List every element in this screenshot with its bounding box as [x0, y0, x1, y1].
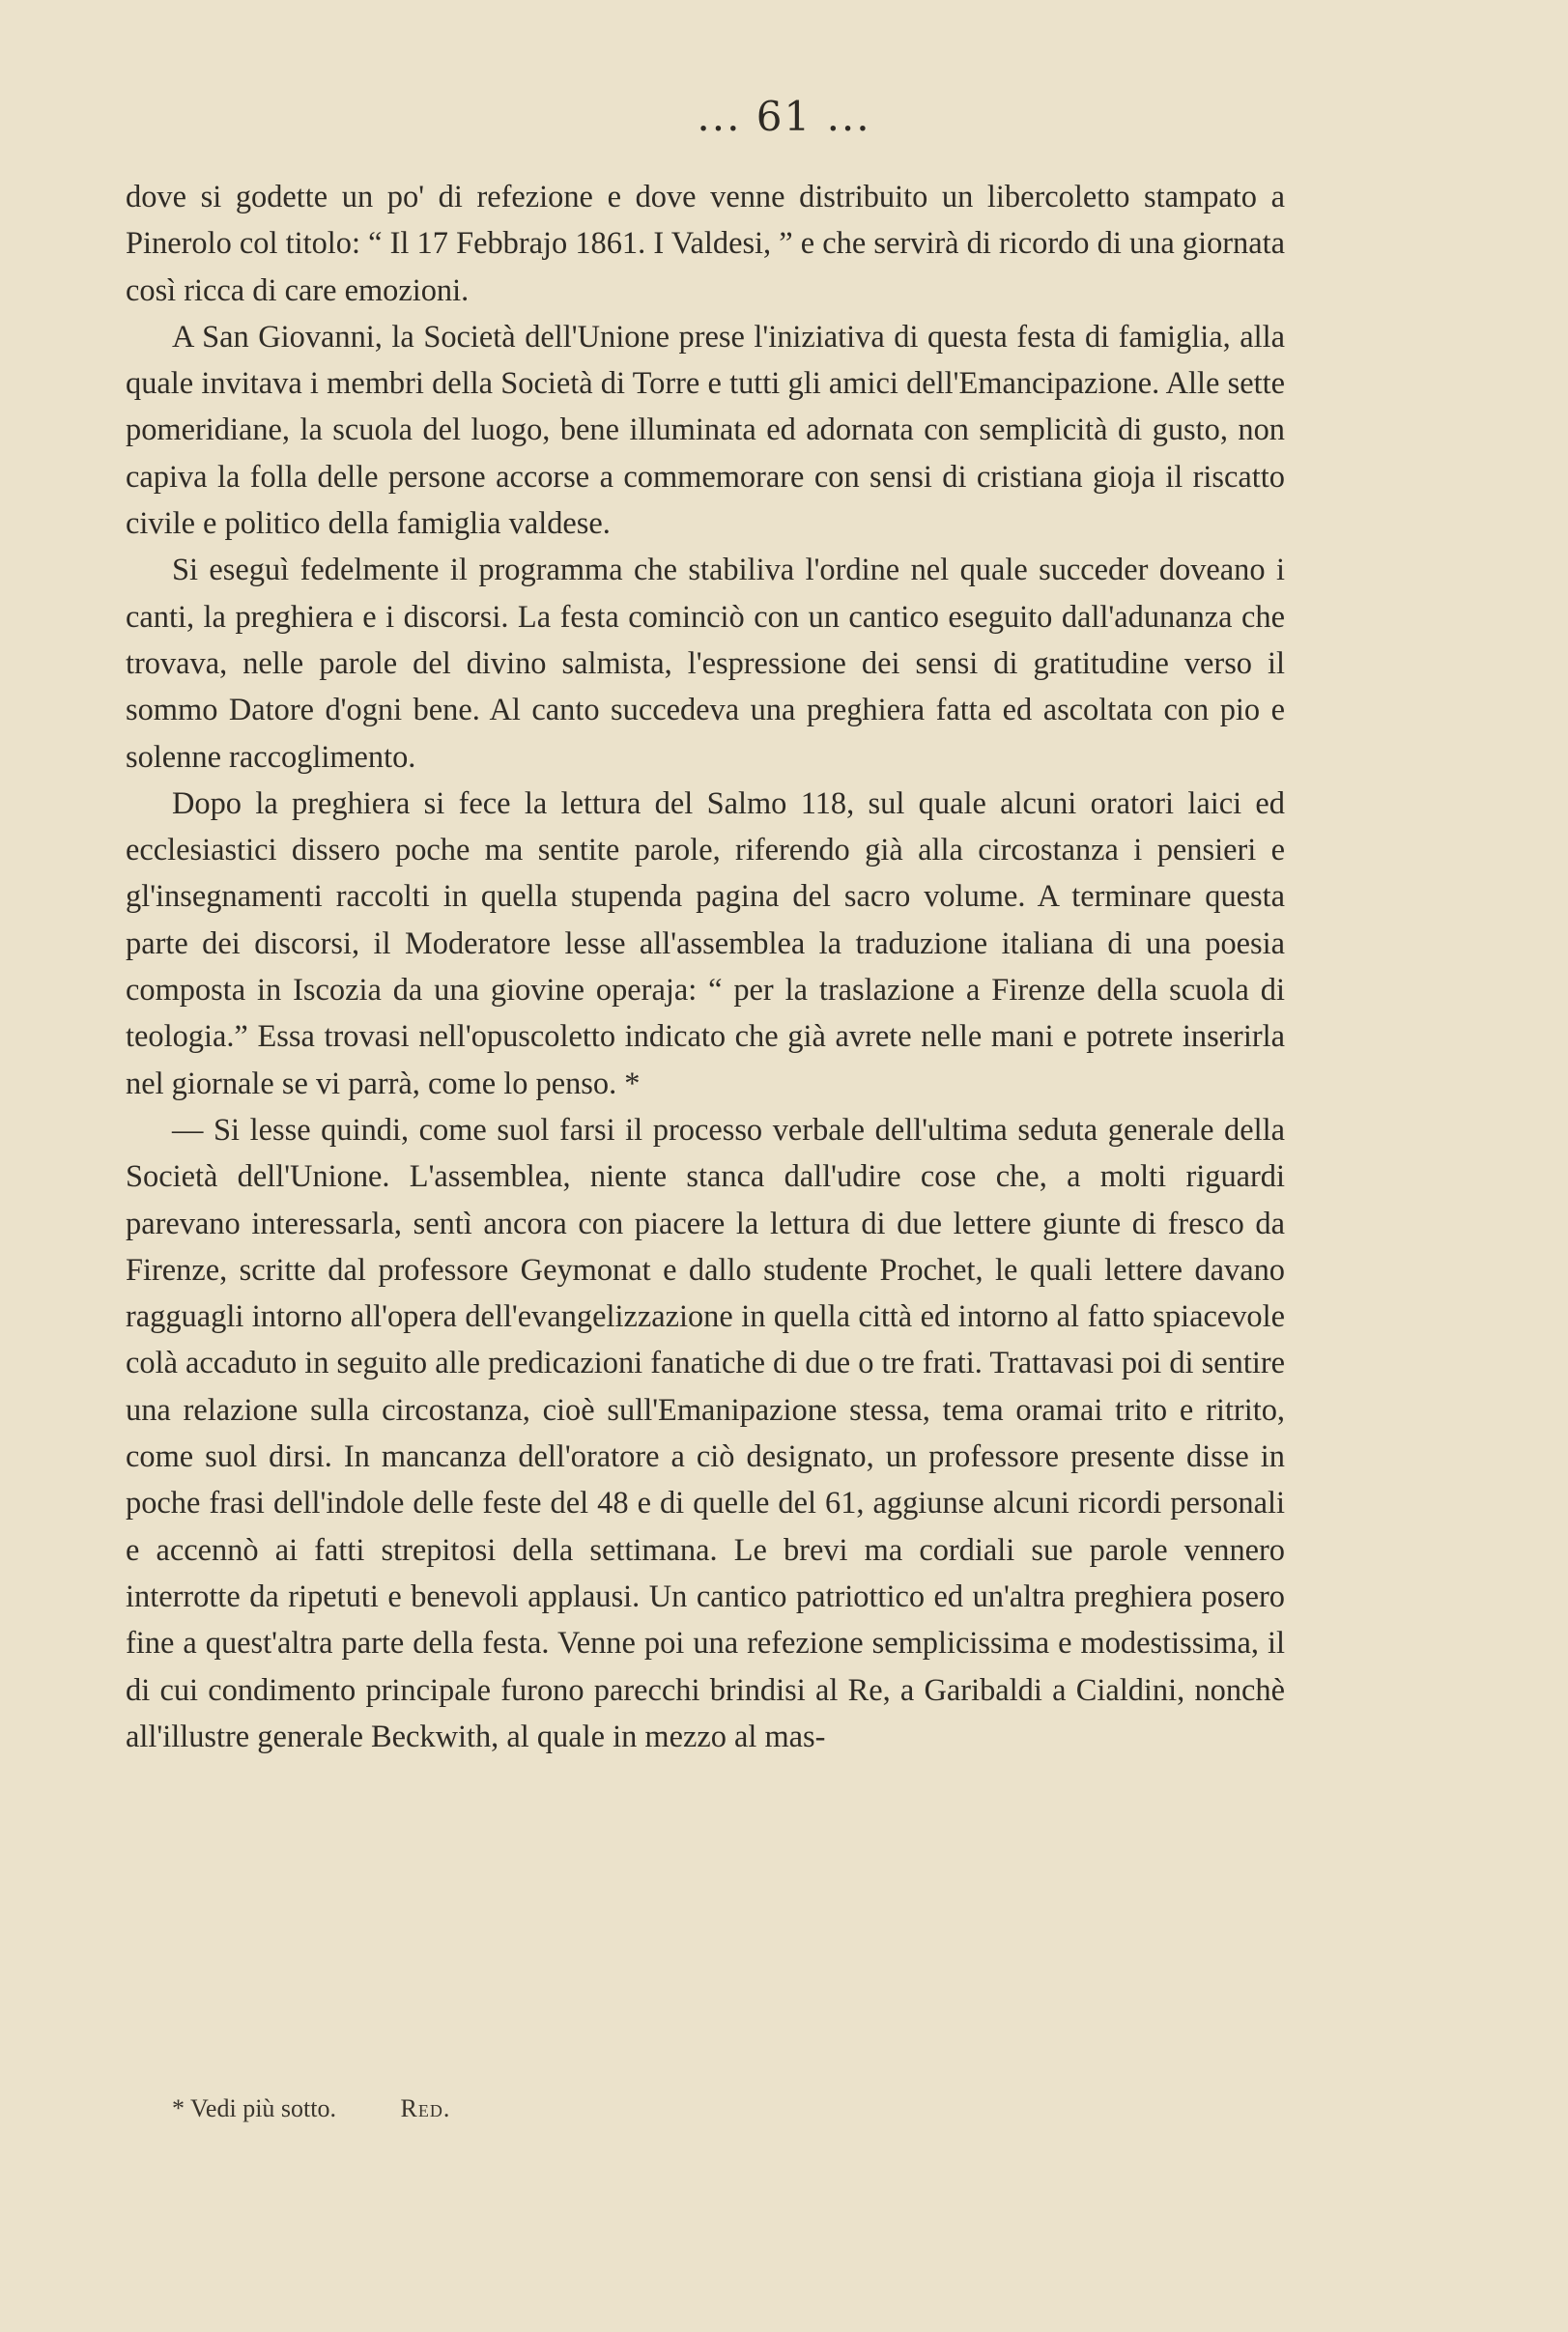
paragraph-1: dove si godette un po' di refezione e dove venne distribuito un libercoletto stampato a Pinerolo col titolo: “ Il 17 Febbrajo 1861. I Valdesi, ” e che servirà di ricordo di una giornata così ricca di care emozioni. — [126, 180, 1285, 308]
paragraph-3: Si eseguì fedelmente il programma che stabiliva l'ordine nel quale succeder doveano i canti, la preghiera e i discorsi. La festa cominciò con un cantico eseguito dall'adunanza che trovava, nelle parole del divino salmista, l'espressione dei sensi di gratitudine verso il sommo Datore d'ogni bene. Al canto succedeva una preghiera fatta ed ascoltata con pio e solenne raccoglimento. — [126, 553, 1285, 775]
footnote-text: * Vedi più sotto. — [172, 2094, 336, 2122]
paragraph-5: — Si lesse quindi, come suol farsi il processo verbale dell'ultima seduta generale della Società dell'Unione. L'assemblea, niente stanca dall'udire cose che, a molti riguardi parevano interessarla, sentì ancora con piacere la lettura di due lettere giunte di fresco da Firenze, scritte dal professore Geymonat e dallo studente Prochet, le quali lettere davano ragguagli intorno all'opera dell'evangelizzazione in quella città ed intorno al fatto spiacevole colà accaduto in seguito alle predicazioni fanatiche di due o tre frati. Trattavasi poi di sentire una relazione sulla circostanza, cioè sull'Emanipazione stessa, tema oramai trito e ritrito, come suol dirsi. In mancanza dell'oratore a ciò designato, un professore presente disse in poche frasi dell'indole delle feste del 48 e di quelle del 61, aggiunse alcuni ricordi personali e accennò ai fatti strepitosi della settimana. Le brevi ma cordiali sue parole vennero interrotte da ripetuti e benevoli applausi. Un cantico patriottico ed un'altra preghiera posero fine a quest'altra parte della festa. Venne poi una refezione semplicissima e modestissima, il di cui condimento principale furono parecchi brindisi al Re, a Garibaldi a Cialdini, nonchè all'illustre generale Beckwith, al quale in mezzo al mas- — [126, 1112, 1285, 1754]
footnote — [172, 2094, 450, 2123]
page-number-header: ... 61 ... — [697, 93, 871, 140]
paragraph-4: Dopo la preghiera si fece la lettura del Salmo 118, sul quale alcuni oratori laici ed ecclesiastici dissero poche ma sentite parole, riferendo già alla circostanza i pensieri e gl'insegnamenti raccolti in quella stupenda pagina del sacro volume. A terminare questa parte dei discorsi, il Moderatore lesse all'assemblea la traduzione italiana di una poesia composta in Iscozia da una giovine operaja: “ per la traslazione a Firenze della scuola di teologia.” Essa trovasi nell'opuscoletto indicato che già avrete nelle mani e potrete inserirla nel giornale se vi parrà, come lo penso. * — [126, 785, 1285, 1101]
footnote-signature: Red. — [400, 2094, 451, 2122]
paragraph-2: A San Giovanni, la Società dell'Unione prese l'iniziativa di questa festa di famiglia, alla quale invitava i membri della Società di Torre e tutti gli amici dell'Emancipazione. Alle sette pomeridiane, la scuola del luogo, bene illuminata ed adornata con semplicità di gusto, non capiva la folla delle persone accorse a commemorare con sensi di cristiana gioja il riscatto civile e politico della famiglia valdese. — [126, 319, 1285, 542]
body-text — [126, 174, 1285, 1760]
